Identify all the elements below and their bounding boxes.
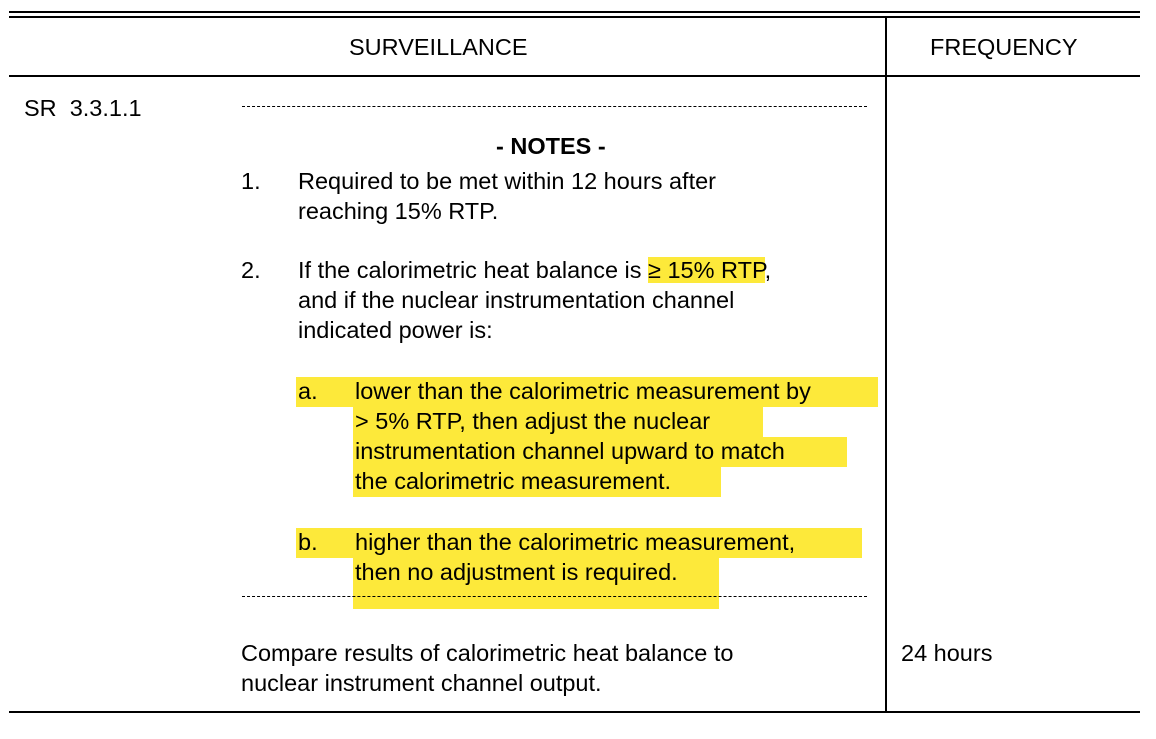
note-1-line-1: Required to be met within 12 hours after — [298, 168, 717, 194]
requirement-line-2: nuclear instrument channel output. — [241, 670, 602, 696]
sr-number: SR 3.3.1.1 — [24, 95, 142, 121]
surveillance-header: SURVEILLANCE — [349, 34, 528, 60]
note-2-line-1-suffix: , — [764, 257, 772, 283]
requirement-line-1: Compare results of calorimetric heat balance to — [241, 640, 734, 666]
note-2-line-1-prefix: If the calorimetric heat balance is — [298, 257, 649, 283]
subnote-b-highlight — [353, 588, 719, 609]
notes-bottom-dashed-rule — [242, 596, 867, 597]
subnote-a-letter: a. — [298, 378, 318, 404]
frequency-value: 24 hours — [901, 640, 993, 666]
subnote-b-letter: b. — [298, 529, 318, 555]
notes-title: - NOTES - — [496, 133, 606, 159]
header-bottom-rule — [9, 75, 1140, 77]
note-2-line-3: indicated power is: — [298, 317, 493, 343]
subnote-b-line-1: higher than the calorimetric measurement, — [355, 529, 796, 555]
subnote-a-line-3: instrumentation channel upward to match — [355, 438, 785, 464]
top-double-rule-upper — [9, 11, 1140, 13]
note-2-line-2: and if the nuclear instrumentation channel — [298, 287, 735, 313]
subnote-a-line-2: > 5% RTP, then adjust the nuclear — [355, 408, 711, 434]
note-2-line-1 — [298, 255, 771, 285]
note-1-number: 1. — [241, 168, 261, 194]
frequency-header: FREQUENCY — [930, 34, 1078, 60]
column-divider — [885, 16, 887, 713]
subnote-a-line-4: the calorimetric measurement. — [355, 468, 672, 494]
note-1-line-2: reaching 15% RTP. — [298, 198, 499, 224]
subnote-b-line-2: then no adjustment is required. — [355, 559, 678, 585]
subnote-a-line-1: lower than the calorimetric measurement by — [355, 378, 811, 404]
note-2-number: 2. — [241, 257, 261, 283]
notes-top-dashed-rule — [242, 106, 867, 107]
bottom-rule — [9, 711, 1140, 713]
top-double-rule-lower — [9, 16, 1140, 18]
note-2-highlight: ≥ 15% RTP — [648, 257, 765, 283]
